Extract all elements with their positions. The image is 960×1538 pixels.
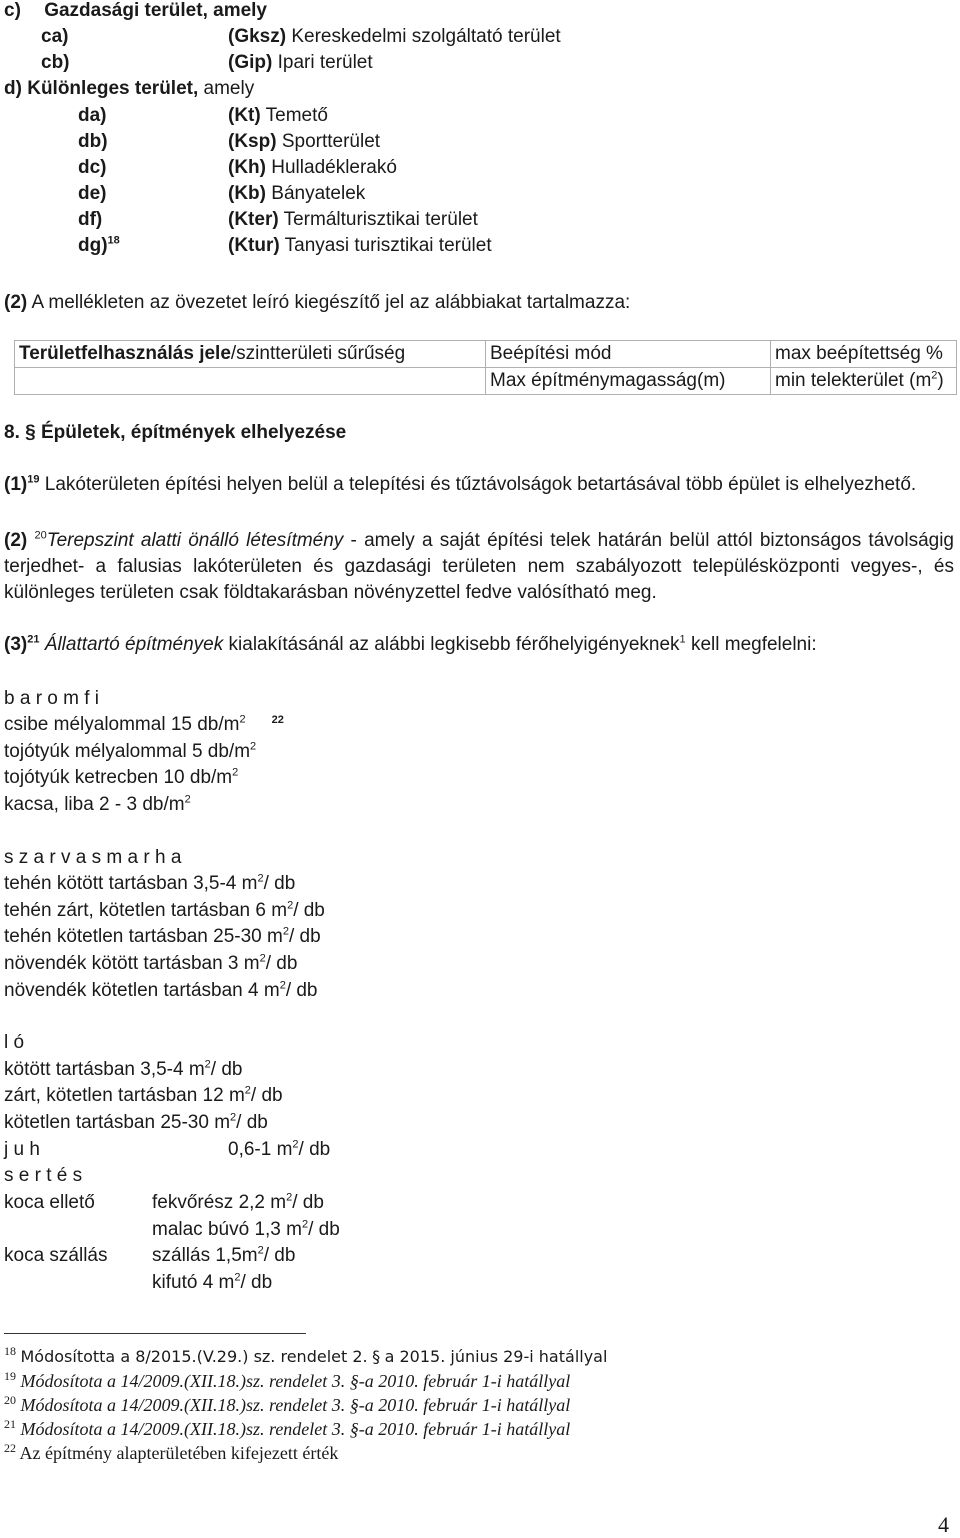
list-item: tehén kötetlen tartásban 25-30 $m^2/$ db bbox=[4, 925, 321, 947]
list-item: tojótyúk mélyalommal 5 $db/m^2$ bbox=[4, 740, 257, 762]
zone-c-heading bbox=[4, 0, 267, 22]
list-item: tehén zárt, kötetlen tartásban 6 $m^2/$ db bbox=[4, 899, 325, 921]
zone-key: da) bbox=[78, 105, 107, 126]
baromfi-title: b a r o m f i bbox=[4, 688, 100, 709]
paragraph-1: $(1)^{19}$ Lakóterületen építési helyen belül a telepítési és tűztávolságok betartásával több épület is elhelyezhető. bbox=[4, 473, 917, 495]
footnote: $^{18}$ Módosította a 8/2015.(V.29.) sz. rendelet 2. § a 2015. június 29-i hatállyal bbox=[4, 1344, 608, 1366]
table-cell: Max építménymagasság(m) bbox=[486, 368, 771, 395]
zone-d-heading: d) Különleges terület, amely bbox=[4, 78, 255, 99]
list-item: növendék kötetlen tartásban 4 $m^2/$ db bbox=[4, 979, 318, 1001]
szarvasmarha-title: s z a r v a s m a r h a bbox=[4, 847, 182, 868]
list-item: koca ellető bbox=[4, 1192, 95, 1213]
table-cell: Területfelhasználás jele/szintterületi sűrűség bbox=[15, 341, 486, 368]
paragraph-2-terepszint: (2) $^{20}$Terepszint alatti önálló létesítmény - amely a saját építési telek határán belül attól biztonságos távolságig terjedhet- a falusias lakóterületen és gazdasági területen nem szabályozott településközponti vegyes-, és különleges területen csak földtakarásban növényzettel fedve valósítható meg. bbox=[4, 529, 954, 603]
page-number: 4 bbox=[938, 1512, 949, 1537]
list-item: tojótyúk ketrecben 10 $db/m^2$ bbox=[4, 766, 239, 788]
zone-item: (Kter) Termálturisztikai terület bbox=[228, 209, 478, 230]
juh-title: j u h bbox=[4, 1139, 40, 1160]
list-item: kifutó 4 $m^2/$ db bbox=[152, 1271, 273, 1293]
zone-key: ca) bbox=[41, 26, 69, 47]
zone-key: cb) bbox=[41, 52, 70, 73]
lo-title: l ó bbox=[4, 1032, 25, 1053]
list-item: malac búvó 1,3 $m^2/$ db bbox=[152, 1218, 340, 1240]
list-item: fekvőrész 2,2 $m^2/$ db bbox=[152, 1191, 324, 1213]
sertes-title: s e r t é s bbox=[4, 1165, 83, 1186]
zone-item: (Kt) Temető bbox=[228, 105, 328, 126]
list-item: zárt, kötetlen tartásban 12 $m^2/$ db bbox=[4, 1084, 283, 1106]
table-cell bbox=[15, 368, 486, 395]
list-item: csibe mélyalommal 15 $db/m^2$ $^{22}$ bbox=[4, 713, 284, 735]
list-item: kötetlen tartásban 25-30 $m^2/$ db bbox=[4, 1111, 268, 1133]
table-cell: max beépítettség % bbox=[771, 341, 957, 368]
list-item: kacsa, liba 2 - 3 $db/m^2$ bbox=[4, 793, 191, 815]
zone-c-label: c) bbox=[4, 0, 21, 21]
list-item: kötött tartásban 3,5-4 $m^2/$ db bbox=[4, 1058, 243, 1080]
zone-key: df) bbox=[78, 209, 103, 230]
zone-key: dc) bbox=[78, 157, 107, 178]
zone-item: (Kh) Hulladéklerakó bbox=[228, 157, 397, 178]
zone-key: de) bbox=[78, 183, 107, 204]
zone-key: db) bbox=[78, 131, 108, 152]
zone-item: (Kb) Bányatelek bbox=[228, 183, 366, 204]
footnote: $^{20}$ Módosítota a 14/2009.(XII.18.)sz. rendelet 3. §-a 2010. február 1-i hatállyal bbox=[4, 1393, 571, 1415]
footnote: $^{19}$ Módosítota a 14/2009.(XII.18.)sz. rendelet 3. §-a 2010. február 1-i hatállyal bbox=[4, 1369, 571, 1391]
footnote-separator bbox=[4, 1333, 306, 1334]
list-item: koca szállás bbox=[4, 1245, 108, 1266]
table-cell: min telekterület $(m^2)$ bbox=[771, 368, 957, 395]
zone-item: (Gip) Ipari terület bbox=[228, 52, 373, 73]
zone-c-title: Gazdasági terület, amely bbox=[44, 0, 268, 21]
list-item: növendék kötött tartásban 3 $m^2/$ db bbox=[4, 952, 298, 974]
zone-code-table bbox=[14, 340, 957, 395]
list-item: tehén kötött tartásban 3,5-4 $m^2/$ db bbox=[4, 872, 296, 894]
table-cell: Beépítési mód bbox=[486, 341, 771, 368]
zone-item: (Gksz) Kereskedelmi szolgáltató terület bbox=[228, 26, 561, 47]
paragraph-3: $(3)^{21}$ Állattartó építmények kialakításánál az alábbi legkisebb férőhelyigényeknek$^1$ kell megfelelni: bbox=[4, 633, 817, 655]
zone-key: dg)$^{18}$ bbox=[78, 234, 120, 256]
zone-item: (Ktur) Tanyasi turisztikai terület bbox=[228, 235, 492, 256]
section-heading: 8. § Épületek, építmények elhelyezése bbox=[4, 422, 347, 443]
list-item: 0,6-1 $m^2/$ db bbox=[228, 1138, 331, 1160]
list-item: szállás $1,5m^2/$ db bbox=[152, 1244, 296, 1266]
paragraph-2: (2) A mellékleten az övezetet leíró kiegészítő jel az alábbiakat tartalmazza: bbox=[4, 292, 631, 313]
footnote: $^{22}$ Az építmény alapterületében kifejezett érték bbox=[4, 1441, 339, 1463]
footnote: $^{21}$ Módosítota a 14/2009.(XII.18.)sz. rendelet 3. §-a 2010. február 1-i hatállyal bbox=[4, 1417, 571, 1439]
zone-item: (Ksp) Sportterület bbox=[228, 131, 381, 152]
